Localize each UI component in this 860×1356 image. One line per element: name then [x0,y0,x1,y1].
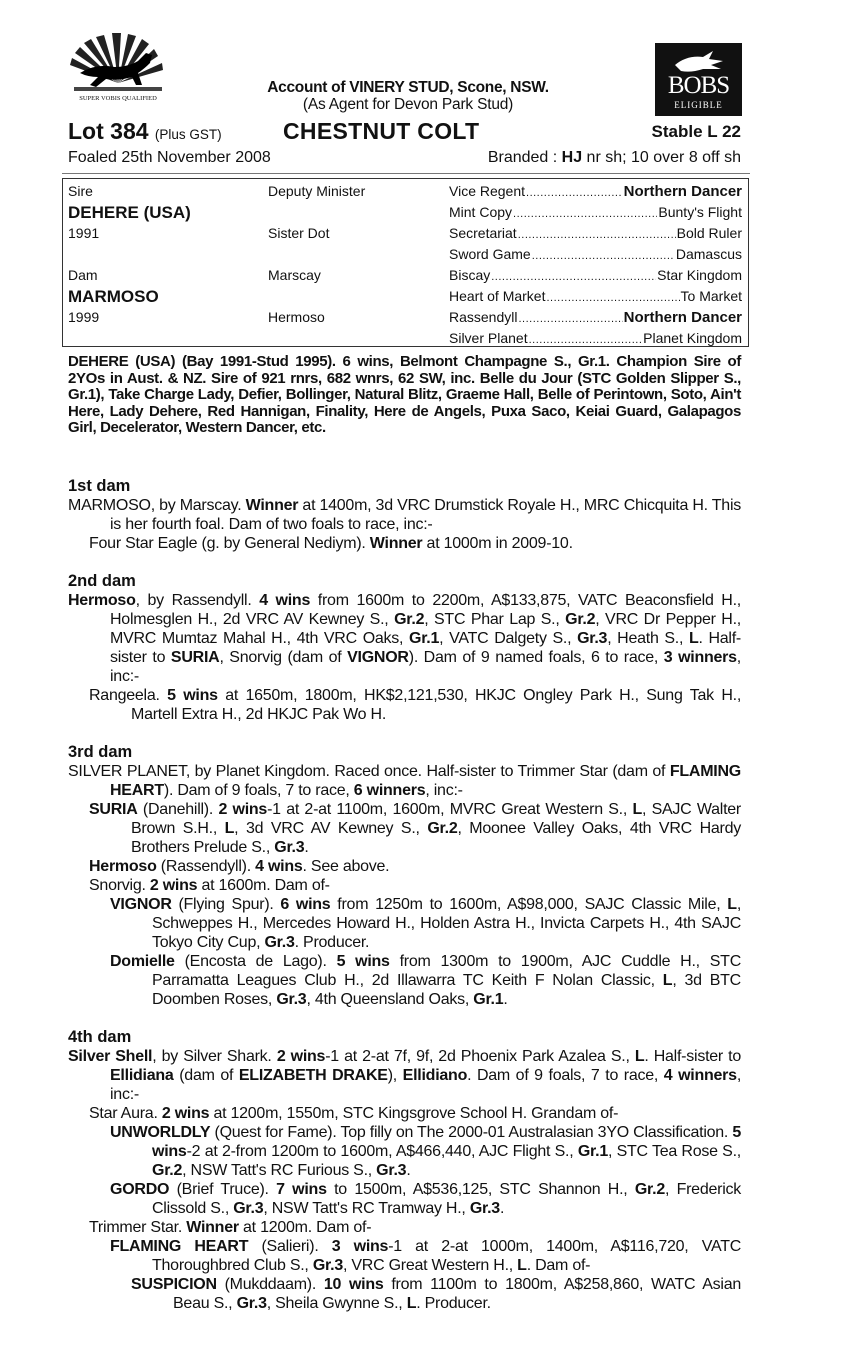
bobs-text: BOBS [667,72,730,99]
bold-text: Gr.2 [427,820,458,837]
text: ). Dam of 9 named foals, 6 to race, [408,649,664,666]
text: at 1600m. Dam of- [197,877,330,894]
pedigree-gen2: Deputy Minister [268,183,366,199]
bold-text: L [688,630,699,647]
dam-section [68,1027,741,1313]
bold-text: 5 wins [167,687,218,704]
bold-text: 2 wins [161,1105,210,1122]
text: . [406,1162,411,1179]
text: , 4th Queensland Oaks, [306,991,474,1008]
pedigree-entry [68,1104,741,1123]
lot-label: Lot 384 [68,118,149,144]
bold-text: 5 wins [336,953,390,970]
text: at 1650m, 1800m, HK$2,121,530, HKJC Ongley Park H., Sung Tak H., Martell Extra H., 2d HKJC Pak Wo H. [131,687,742,723]
brand-description [488,149,741,167]
bold-text: Hermoso [68,592,136,609]
text: . See above. [302,858,390,875]
gst-note: (Plus GST) [154,127,222,142]
bold-text: L [727,896,737,913]
text: to 1500m, A$536,125, STC Shannon H., [326,1181,635,1198]
super-vobis-logo [66,33,170,107]
text: from 1250m to 1600m, A$98,000, SAJC Classic Mile, [330,896,728,913]
text: , VRC Great Western H., [342,1257,518,1274]
bold-text: Winner [186,1219,239,1236]
pedigree-entry [68,1123,741,1180]
bold-text: 5 wins [152,1124,741,1160]
bold-text: Gr.1 [577,1143,608,1160]
text: ). Dam of 9 foals, 7 to race, [163,782,354,799]
pedigree-entry [68,857,741,876]
pedigree-row [63,246,748,266]
pedigree-gen3-name: Sword Game [449,246,531,262]
text: , SAJC Walter Brown S.H., [131,801,741,837]
text: , by Rassendyll. [135,592,260,609]
stable-location: Stable L 22 [651,122,741,141]
text: (Rassendyll). [156,858,256,875]
text: , Sheila Gwynne S., [266,1295,407,1312]
text: , NSW Tatt's RC Furious S., [182,1162,377,1179]
bold-text: UNWORLDLY [110,1124,211,1141]
text: (Encosta de Lago). [174,953,337,970]
dot-leader [491,271,656,283]
bold-text: SUSPICION [131,1276,217,1293]
section-heading: 1st dam [68,477,131,495]
pedigree-gen4-name: Northern Dancer [623,309,742,326]
pedigree-entry [68,496,741,534]
text: . [503,991,508,1008]
bold-text: ELIZABETH DRAKE [238,1067,388,1084]
bold-text: Gr.1 [473,991,504,1008]
dot-leader [529,334,643,346]
pedigree-entry [68,1047,741,1104]
bold-text: L [634,1048,645,1065]
pedigree-gen4-name: Bold Ruler [676,225,742,241]
pedigree-gen3-name: Mint Copy [449,204,513,220]
text: . [499,1200,505,1217]
text: at 1200m, 1550m, STC Kingsgrove School H. Grandam of- [209,1105,619,1122]
text: , Schweppes H., Mercedes Howard H., Holden Astra H., Invicta Carpets H., 4th SAJC Tokyo City Cup, [152,896,742,951]
text: from 1100m to 1800m, A$258,860, WATC Asian Beau S., [173,1276,742,1312]
bold-text: GORDO [110,1181,170,1198]
pedigree-gen4-name: Damascus [675,246,742,262]
pedigree-row [63,309,748,329]
text: Four Star Eagle (g. by General Nediym). [89,535,370,552]
text: at 1000m in 2009-10. [422,535,573,552]
dam-section [68,742,741,1009]
text: Trimmer Star. [89,1219,187,1236]
colour-sex: CHESTNUT COLT [283,118,480,144]
text: , Heath S., [607,630,689,647]
pedigree-entry [68,952,741,1009]
bold-text: 6 wins [280,896,331,913]
text: , Moonee Valley Oaks, 4th VRC Hardy Brothers Prelude S., [131,820,741,856]
branded-label: Branded : [487,149,562,166]
text: -1 at 2-at 1100m, 1600m, MVRC Great Western S., [267,801,633,818]
pedigree-entry [68,895,741,952]
bold-text: Winner [245,497,299,514]
dam-section [68,571,741,724]
pedigree-gen4-name: Bunty's Flight [658,204,742,220]
pedigree-entry [68,800,741,857]
text: , inc:- [110,1067,742,1103]
dot-leader [546,292,679,304]
text: , inc:- [110,649,741,685]
pedigree-gen1: Dam [68,267,98,283]
dot-leader [518,229,676,241]
section-heading: 4th dam [68,1028,132,1046]
bold-text: Gr.3 [469,1200,500,1217]
pedigree-entry [68,876,741,895]
bold-text: 6 winners [353,782,426,799]
bold-text: Gr.2 [634,1181,665,1198]
dot-leader [513,208,657,220]
pedigree-gen3-name: Silver Planet [449,330,528,346]
dam-section [68,476,741,553]
bold-text: 10 wins [323,1276,384,1293]
text: , STC Phar Lap S., [424,611,566,628]
lot-number [68,118,222,145]
bold-text: 7 wins [276,1181,327,1198]
bold-text: Ellidiana [110,1067,174,1084]
text: , Snorvig (dam of [219,649,348,666]
pedigree-gen3 [449,330,742,346]
text: (Danehill). [137,801,219,818]
section-heading: 2nd dam [68,572,136,590]
text: . Dam of 9 foals, 7 to race, [467,1067,664,1084]
bold-text: 4 wins [259,592,311,609]
bold-text: 2 wins [218,801,268,818]
eligible-text: ELIGIBLE [674,100,723,110]
pedigree-row [63,204,748,224]
bold-text: L [632,801,642,818]
bold-text: SURIA [170,649,220,666]
pedigree-row [63,225,748,245]
pedigree-gen4-name: Planet Kingdom [643,330,742,346]
bold-text: FLAMING HEART [110,1238,249,1255]
bold-text: Gr.1 [409,630,440,647]
family-sections [68,476,741,1313]
text: (dam of [173,1067,239,1084]
bold-text: Silver Shell [68,1048,153,1065]
bold-text: Winner [369,535,423,552]
dot-leader [532,250,675,262]
bold-text: L [662,972,673,989]
bobs-eligible-logo [655,43,742,116]
pedigree-entry [68,591,741,686]
text: (Mukddaam). [216,1276,324,1293]
text: MARMOSO, by Marscay. [68,497,246,514]
text: -2 at 2-from 1200m to 1600m, A$466,440, AJC Flight S., [186,1143,578,1160]
text: . Half-sister to [110,630,742,666]
bold-text: Gr.3 [312,1257,343,1274]
bold-text: Ellidiano [402,1067,468,1084]
text: from 1300m to 1900m, AJC Cuddle H., STC Parramatta Leagues Club H., 2d Illawarra TC Keith F Nolan Classic, [152,953,742,989]
text: (Salieri). [248,1238,332,1255]
pedigree-gen3 [449,267,742,283]
pedigree-gen1: Sire [68,183,93,199]
text: -1 at 2-at 7f, 9f, 2d Phoenix Park Azalea S., [325,1048,635,1065]
bold-text: 2 wins [276,1048,326,1065]
pedigree-row [63,288,748,308]
bold-text: 3 winners [663,649,737,666]
bold-text: VIGNOR [110,896,172,913]
bold-text: Hermoso [89,858,157,875]
pedigree-gen4-name: Star Kingdom [657,267,742,283]
sire-summary: DEHERE (USA) (Bay 1991-Stud 1995). 6 wins, Belmont Champagne S., Gr.1. Champion Sire of 2YOs in Aust. & NZ. Sire of 921 rnrs, 682 wnrs, 62 SW, inc. Belle du Jour (STC Golden Slipper S., Gr.1), Take Charge Lady, Defier, Bollinger, Natural Blitz, Graeme Hall, Belle of Perintown, Soto, Ain't Here, Lady Dehere, Red Hannigan, Finality, Here de Angels, Puxa Saco, Keiai Guard, Galapagos Girl, Decelerator, Western Dancer, etc. [68,353,741,436]
pedigree-entry [68,1180,741,1218]
text: , Frederick Clissold S., [152,1181,741,1217]
logo-caption: SUPER VOBIS QUALIFIED [79,95,157,102]
bold-text: Gr.3 [577,630,608,647]
bold-text: SURIA [89,801,138,818]
pedigree-gen3 [449,204,742,220]
bold-text: Gr.2 [394,611,425,628]
text: . Producer. [416,1295,491,1312]
pedigree-gen3-name: Rassendyll [449,309,518,325]
text: . [304,839,309,856]
text: at 1200m. Dam of- [238,1219,372,1236]
bold-text: 4 winners [663,1067,737,1084]
pedigree-entry [68,1237,741,1275]
vendor-agent: (As Agent for Devon Park Stud) [302,96,514,113]
text: -1 at 2-at 1000m, 1400m, A$116,720, VATC Thoroughbred Club S., [152,1238,742,1274]
section-heading: 3rd dam [68,743,133,761]
text: , VATC Dalgety S., [439,630,578,647]
bold-text: 4 wins [255,858,303,875]
text: . Dam of- [526,1257,591,1274]
bold-text: VIGNOR [347,649,409,666]
text: ), [387,1067,403,1084]
pedigree-entry [68,1218,741,1237]
pedigree-gen3 [449,288,742,304]
pedigree-gen4-name: To Market [680,288,742,304]
pedigree-gen3 [449,246,742,262]
bold-text: Gr.3 [274,839,305,856]
text: (Quest for Fame). Top filly on The 2000-01 Australasian 3YO Classification. [210,1124,733,1141]
pedigree-gen1: 1991 [68,225,100,241]
text: (Flying Spur). [171,896,281,913]
pedigree-gen3-name: Heart of Market [449,288,546,304]
brand-mark: HJ [561,149,583,166]
bold-text: 2 wins [149,877,198,894]
pedigree-gen3-name: Biscay [449,267,491,283]
pedigree-row [63,330,748,350]
bold-text: L [517,1257,527,1274]
pedigree-gen2: Sister Dot [268,225,330,241]
text: . Half-sister to [644,1048,742,1065]
text: (Brief Truce). [169,1181,277,1198]
divider [62,173,750,174]
pedigree-gen3 [449,309,742,326]
bold-text: FLAMING HEART [110,763,741,799]
text: Rangeela. [89,687,168,704]
pedigree-gen1: MARMOSO [68,287,159,306]
pedigree-gen3 [449,183,742,200]
bold-text: Gr.2 [565,611,596,628]
text: Star Aura. [89,1105,162,1122]
bold-text: Domielle [110,953,175,970]
text: , STC Tea Rose S., [607,1143,741,1160]
pedigree-gen3-name: Vice Regent [449,183,526,199]
text: , by Silver Shark. [152,1048,277,1065]
pedigree-entry [68,1275,741,1313]
text: Snorvig. [89,877,150,894]
text: at 1400m, 3d VRC Drumstick Royale H., MRC Chicquita H. This is her fourth foal. Dam of two foals to race, inc:- [110,497,742,533]
pedigree-entry [68,686,741,724]
pedigree-gen2: Marscay [268,267,321,283]
pedigree-entry [68,534,741,553]
pedigree-gen3 [449,225,742,241]
bold-text: Gr.3 [264,934,295,951]
text: , 3d VRC AV Kewney S., [234,820,428,837]
dot-leader [526,187,623,199]
bold-text: Gr.3 [376,1162,407,1179]
text: . Producer. [294,934,370,951]
pedigree-table [62,178,749,347]
bold-text: 3 wins [331,1238,389,1255]
pedigree-entry [68,762,741,800]
pedigree-row [63,183,748,203]
bold-text: Gr.2 [152,1162,183,1179]
pedigree-gen1: DEHERE (USA) [68,203,191,222]
dot-leader [518,313,622,325]
pedigree-gen3-name: Secretariat [449,225,517,241]
text: from 1600m to 2200m, A$133,875, VATC Beaconsfield H., Holmesglen H., 2d VRC AV Kewney S., [110,592,741,628]
bold-text: L [406,1295,417,1312]
bold-text: Gr.3 [233,1200,264,1217]
bold-text: L [224,820,235,837]
pedigree-gen1: 1999 [68,309,100,325]
text: , inc:- [425,782,463,799]
text: , VRC Dr Pepper H., MVRC Mumtaz Mahal H., 4th VRC Oaks, [110,611,741,647]
pedigree-gen4-name: Northern Dancer [623,183,742,200]
bold-text: Gr.3 [276,991,307,1008]
text: SILVER PLANET, by Planet Kingdom. Raced once. Half-sister to Trimmer Star (dam of [68,763,670,780]
vendor-account: Account of VINERY STUD, Scone, NSW. [267,79,549,96]
text: , 3d BTC Doomben Roses, [152,972,741,1008]
brand-rest: nr sh; 10 over 8 off sh [582,149,741,166]
text: , NSW Tatt's RC Tramway H., [263,1200,470,1217]
foaled-date: Foaled 25th November 2008 [68,149,271,166]
pedigree-row [63,267,748,287]
bold-text: Gr.3 [236,1295,267,1312]
pedigree-gen2: Hermoso [268,309,325,325]
